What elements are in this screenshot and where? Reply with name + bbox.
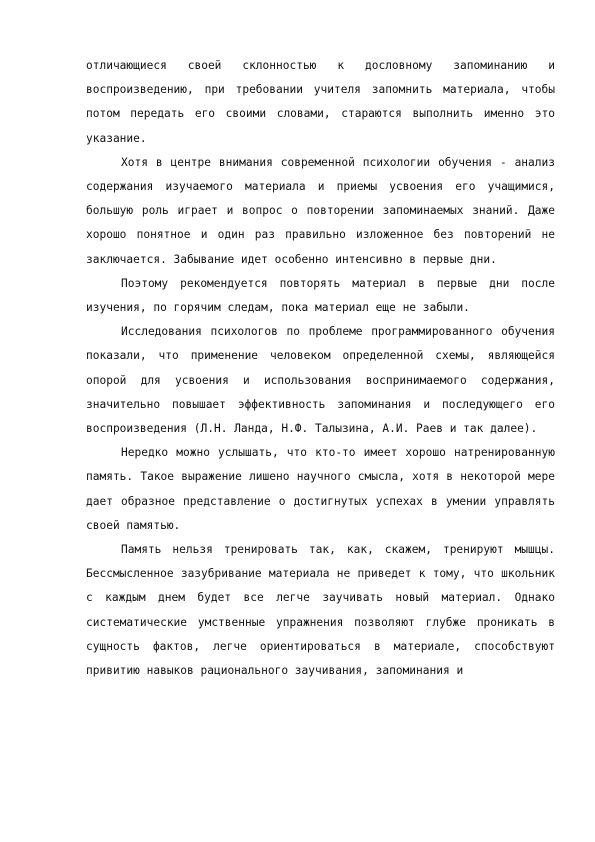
paragraph-repetition: Хотя в центре внимания современной психологии обучения - анализ содержания изучаемого материала и приемы усвоения его учащимися, большую роль играет и вопрос о повторении запоминаемых знаний. Даже хорошо понятное и один раз правильно изложенное без повторений не заключается. Забывание идет особенно интенсивно в первые дни. xyxy=(86,155,555,266)
paragraph-continuation: отличающиеся своей склонностью к дословному запоминанию и воспроизведению, при требовании учителя запомнить материала, чтобы потом передать его своими словами, стараются выполнить именно это указание. xyxy=(86,59,555,145)
paragraph-recommendation: Поэтому рекомендуется повторять материал в первые дни после изучения, по горячим следам, пока материал еще не забыли. xyxy=(86,276,555,315)
paragraph-research: Исследования психологов по проблеме программированного обучения показали, что применение человеком определенной схемы, являющейся опорой для усвоения и использования воспринимаемого содержания, значительно повышает эффективность запоминания и последующего его воспроизведения (Л.Н. Ланда, Н.Ф. Талызина, А.И. Раев и так далее). xyxy=(86,325,555,436)
paragraph-memory-training: Память нельзя тренировать так, как, скажем, тренируют мышцы. Бессмысленное зазубривание материала не приведет к тому, что школьник с каждым днем будет все легче заучивать новый материал. Однако систематические умственные упражнения позволяют глубже проникать в сущность фактов, легче ориентироваться в материале, способствуют привитию навыков рационального заучивания, запоминания и xyxy=(86,543,555,678)
document-body xyxy=(86,54,555,683)
paragraph-trained-memory: Нередко можно услышать, что кто-то имеет хорошо натренированную память. Такое выражение лишено научного смысла, хотя в некоторой мере дает образное представление о достигнутых успехах в умении управлять своей памятью. xyxy=(86,446,555,532)
